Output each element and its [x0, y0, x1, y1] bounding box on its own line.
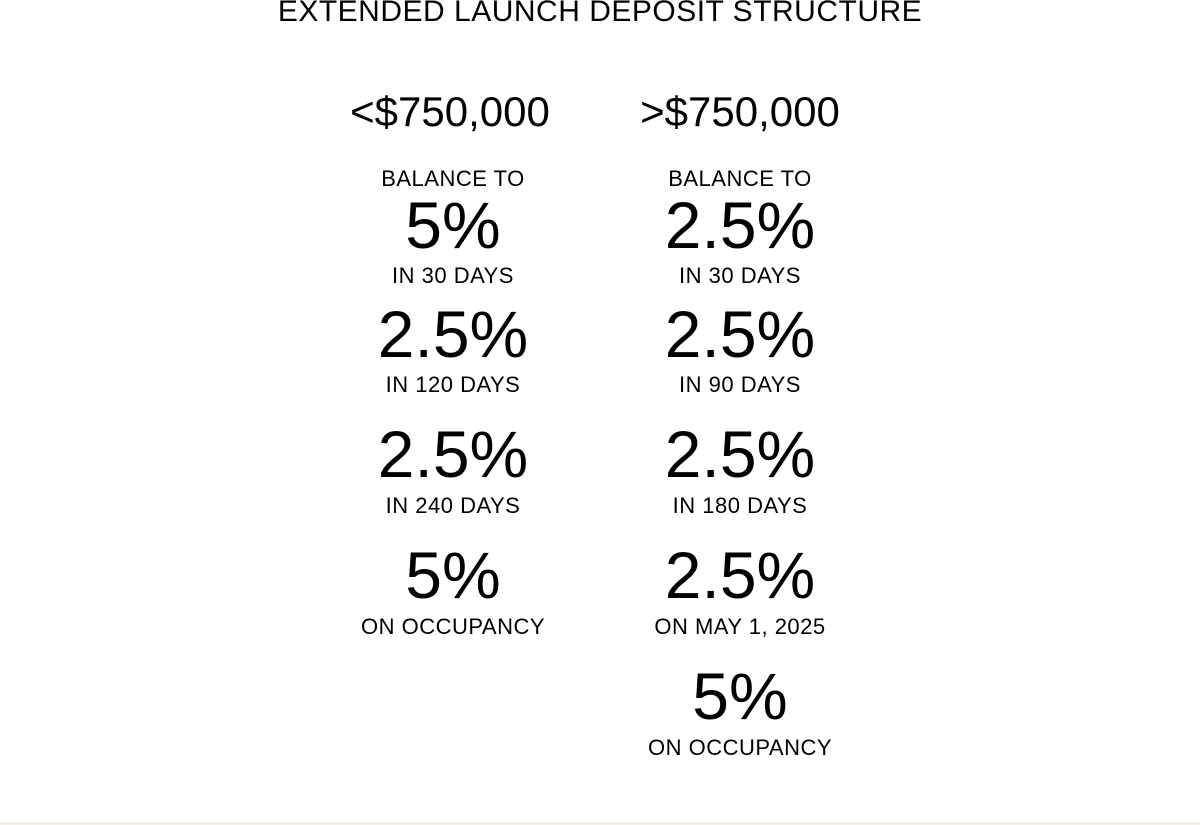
- deposit-percent: 5%: [692, 659, 788, 733]
- deposit-percent: 2.5%: [664, 417, 816, 491]
- page-title: EXTENDED LAUNCH DEPOSIT STRUCTURE: [277, 0, 923, 28]
- deposit-percent: 5%: [405, 188, 501, 262]
- deposit-timing: IN 180 DAYS: [672, 493, 808, 518]
- deposit-percent: 2.5%: [377, 417, 529, 491]
- column-heading: <$750,000: [350, 88, 550, 135]
- column-heading: >$750,000: [640, 88, 840, 135]
- deposit-percent: 2.5%: [664, 538, 816, 612]
- deposit-timing: IN 120 DAYS: [385, 372, 521, 397]
- balance-to-label: BALANCE TO: [668, 166, 812, 191]
- deposit-percent: 2.5%: [664, 188, 816, 262]
- deposit-percent: 5%: [405, 538, 501, 612]
- deposit-percent: 2.5%: [377, 297, 529, 371]
- deposit-timing: IN 240 DAYS: [385, 493, 521, 518]
- deposit-percent: 2.5%: [664, 297, 816, 371]
- deposit-timing: ON OCCUPANCY: [360, 614, 546, 639]
- deposit-timing: ON MAY 1, 2025: [654, 614, 826, 639]
- balance-to-label: BALANCE TO: [381, 166, 525, 191]
- deposit-timing: ON OCCUPANCY: [647, 735, 833, 760]
- deposit-timing: IN 30 DAYS: [679, 263, 801, 288]
- deposit-timing: IN 30 DAYS: [392, 263, 514, 288]
- deposit-timing: IN 90 DAYS: [679, 372, 801, 397]
